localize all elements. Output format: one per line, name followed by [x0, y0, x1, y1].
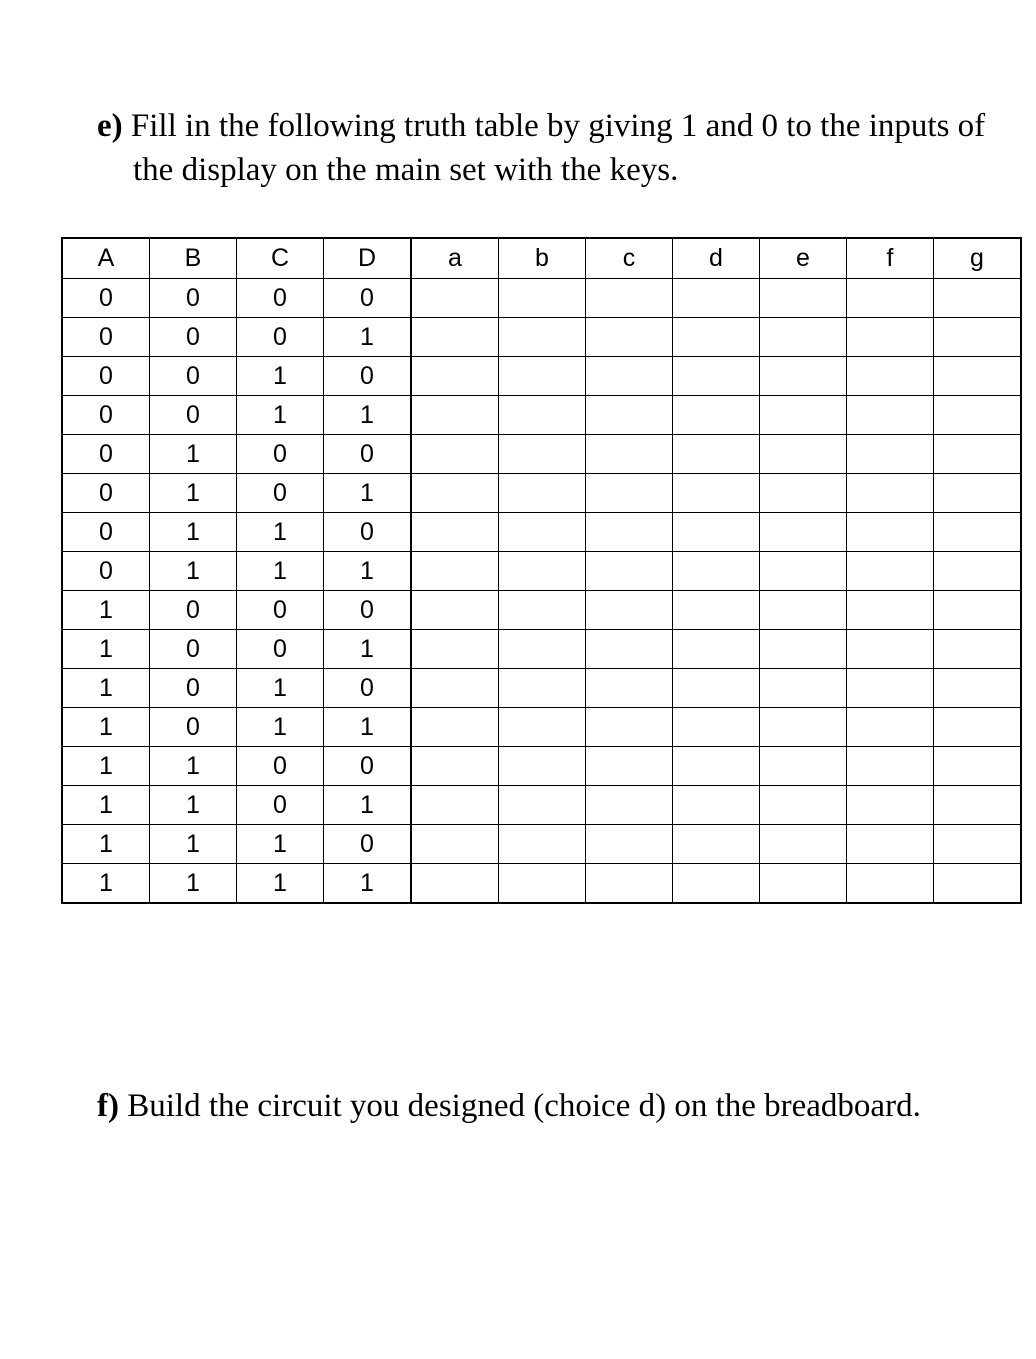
input-cell: 1	[324, 786, 412, 825]
input-cell: 0	[237, 474, 324, 513]
output-cell-c[interactable]	[586, 279, 673, 318]
input-cell: 0	[324, 747, 412, 786]
input-cell: 1	[150, 825, 237, 864]
output-cell-e[interactable]	[760, 435, 847, 474]
output-cell-a[interactable]	[411, 669, 499, 708]
input-cell: 1	[324, 630, 412, 669]
table-row	[62, 708, 1021, 747]
input-cell: 0	[324, 513, 412, 552]
output-cell-c[interactable]	[586, 474, 673, 513]
output-cell-f[interactable]	[847, 279, 934, 318]
input-cell: 0	[324, 357, 412, 396]
output-cell-g[interactable]	[934, 669, 1022, 708]
output-cell-g[interactable]	[934, 318, 1022, 357]
question-e-text: Fill in the following truth table by giving 1 and 0 to the inputs of the display on the main set with the keys.	[130, 108, 986, 188]
output-cell-a[interactable]	[411, 357, 499, 396]
output-cell-c[interactable]	[586, 591, 673, 630]
input-cell: 1	[150, 474, 237, 513]
input-cell: 1	[237, 864, 324, 904]
output-cell-b[interactable]	[499, 318, 586, 357]
output-cell-d[interactable]	[673, 708, 760, 747]
output-cell-e[interactable]	[760, 864, 847, 904]
output-cell-a[interactable]	[411, 279, 499, 318]
input-cell: 1	[150, 786, 237, 825]
output-cell-g[interactable]	[934, 513, 1022, 552]
input-cell: 0	[324, 825, 412, 864]
input-cell: 0	[62, 396, 150, 435]
input-cell: 1	[324, 396, 412, 435]
input-cell: 1	[237, 357, 324, 396]
output-cell-g[interactable]	[934, 591, 1022, 630]
output-cell-d[interactable]	[673, 591, 760, 630]
output-cell-g[interactable]	[934, 396, 1022, 435]
output-cell-f[interactable]	[847, 513, 934, 552]
output-cell-b[interactable]	[499, 786, 586, 825]
input-cell: 1	[62, 630, 150, 669]
input-cell: 0	[150, 669, 237, 708]
output-cell-e[interactable]	[760, 279, 847, 318]
output-cell-d[interactable]	[673, 825, 760, 864]
input-cell: 1	[237, 708, 324, 747]
output-cell-d[interactable]	[673, 864, 760, 904]
output-cell-b[interactable]	[499, 669, 586, 708]
output-cell-f[interactable]	[847, 396, 934, 435]
header-output-b: b	[499, 238, 586, 279]
output-cell-f[interactable]	[847, 318, 934, 357]
input-cell: 1	[237, 825, 324, 864]
output-cell-g[interactable]	[934, 552, 1022, 591]
input-cell: 1	[150, 864, 237, 904]
header-input-b: B	[150, 238, 237, 279]
question-f-text: Build the circuit you designed (choice d) on the breadboard.	[127, 1088, 921, 1124]
input-cell: 0	[324, 435, 412, 474]
output-cell-e[interactable]	[760, 513, 847, 552]
output-cell-d[interactable]	[673, 786, 760, 825]
output-cell-c[interactable]	[586, 396, 673, 435]
input-cell: 1	[324, 552, 412, 591]
input-cell: 0	[150, 396, 237, 435]
output-cell-f[interactable]	[847, 864, 934, 904]
header-output-f: f	[847, 238, 934, 279]
table-row	[62, 357, 1021, 396]
input-cell: 1	[62, 591, 150, 630]
output-cell-f[interactable]	[847, 591, 934, 630]
input-cell: 0	[324, 669, 412, 708]
input-cell: 0	[62, 474, 150, 513]
output-cell-d[interactable]	[673, 474, 760, 513]
input-cell: 1	[237, 513, 324, 552]
input-cell: 1	[324, 474, 412, 513]
output-cell-d[interactable]	[673, 357, 760, 396]
question-e-label: e)	[97, 108, 123, 144]
header-output-d: d	[673, 238, 760, 279]
table-row	[62, 591, 1021, 630]
output-cell-b[interactable]	[499, 630, 586, 669]
output-cell-c[interactable]	[586, 552, 673, 591]
input-cell: 0	[237, 279, 324, 318]
output-cell-d[interactable]	[673, 435, 760, 474]
table-row	[62, 864, 1021, 904]
output-cell-a[interactable]	[411, 318, 499, 357]
output-cell-a[interactable]	[411, 825, 499, 864]
output-cell-e[interactable]	[760, 357, 847, 396]
input-cell: 0	[237, 591, 324, 630]
output-cell-c[interactable]	[586, 747, 673, 786]
output-cell-b[interactable]	[499, 513, 586, 552]
output-cell-a[interactable]	[411, 864, 499, 904]
header-output-c: c	[586, 238, 673, 279]
input-cell: 1	[324, 708, 412, 747]
output-cell-b[interactable]	[499, 357, 586, 396]
output-cell-a[interactable]	[411, 513, 499, 552]
input-cell: 1	[237, 669, 324, 708]
input-cell: 0	[62, 357, 150, 396]
output-cell-g[interactable]	[934, 630, 1022, 669]
output-cell-d[interactable]	[673, 552, 760, 591]
input-cell: 1	[237, 552, 324, 591]
input-cell: 0	[237, 318, 324, 357]
input-cell: 0	[237, 630, 324, 669]
output-cell-f[interactable]	[847, 435, 934, 474]
header-input-d: D	[324, 238, 412, 279]
output-cell-e[interactable]	[760, 825, 847, 864]
output-cell-e[interactable]	[760, 669, 847, 708]
output-cell-f[interactable]	[847, 708, 934, 747]
header-input-c: C	[237, 238, 324, 279]
input-cell: 0	[237, 786, 324, 825]
input-cell: 1	[150, 552, 237, 591]
output-cell-d[interactable]	[673, 630, 760, 669]
table-row	[62, 786, 1021, 825]
input-cell: 0	[150, 708, 237, 747]
output-cell-f[interactable]	[847, 669, 934, 708]
table-row	[62, 513, 1021, 552]
table-row	[62, 279, 1021, 318]
output-cell-e[interactable]	[760, 630, 847, 669]
output-cell-b[interactable]	[499, 396, 586, 435]
output-cell-d[interactable]	[673, 747, 760, 786]
output-cell-d[interactable]	[673, 513, 760, 552]
output-cell-e[interactable]	[760, 552, 847, 591]
input-cell: 0	[324, 279, 412, 318]
input-cell: 1	[237, 396, 324, 435]
output-cell-g[interactable]	[934, 864, 1022, 904]
input-cell: 0	[150, 630, 237, 669]
question-e	[97, 104, 1017, 192]
output-cell-c[interactable]	[586, 318, 673, 357]
header-output-e: e	[760, 238, 847, 279]
output-cell-c[interactable]	[586, 669, 673, 708]
output-cell-a[interactable]	[411, 474, 499, 513]
output-cell-a[interactable]	[411, 747, 499, 786]
input-cell: 1	[150, 513, 237, 552]
input-cell: 1	[62, 864, 150, 904]
output-cell-f[interactable]	[847, 357, 934, 396]
output-cell-e[interactable]	[760, 786, 847, 825]
output-cell-c[interactable]	[586, 708, 673, 747]
output-cell-d[interactable]	[673, 396, 760, 435]
output-cell-f[interactable]	[847, 747, 934, 786]
output-cell-c[interactable]	[586, 864, 673, 904]
input-cell: 0	[150, 279, 237, 318]
table-row	[62, 747, 1021, 786]
output-cell-c[interactable]	[586, 786, 673, 825]
output-cell-d[interactable]	[673, 279, 760, 318]
output-cell-b[interactable]	[499, 708, 586, 747]
output-cell-b[interactable]	[499, 825, 586, 864]
input-cell: 0	[62, 513, 150, 552]
table-row	[62, 552, 1021, 591]
truth-table	[61, 237, 1022, 904]
output-cell-b[interactable]	[499, 747, 586, 786]
input-cell: 0	[62, 552, 150, 591]
input-cell: 0	[62, 435, 150, 474]
input-cell: 0	[237, 435, 324, 474]
input-cell: 1	[324, 864, 412, 904]
output-cell-a[interactable]	[411, 708, 499, 747]
input-cell: 1	[62, 669, 150, 708]
output-cell-g[interactable]	[934, 435, 1022, 474]
output-cell-e[interactable]	[760, 591, 847, 630]
header-output-g: g	[934, 238, 1022, 279]
input-cell: 1	[62, 747, 150, 786]
input-cell: 1	[324, 318, 412, 357]
output-cell-g[interactable]	[934, 357, 1022, 396]
output-cell-e[interactable]	[760, 396, 847, 435]
output-cell-g[interactable]	[934, 474, 1022, 513]
output-cell-a[interactable]	[411, 591, 499, 630]
output-cell-f[interactable]	[847, 786, 934, 825]
output-cell-a[interactable]	[411, 552, 499, 591]
table-row	[62, 474, 1021, 513]
output-cell-g[interactable]	[934, 786, 1022, 825]
output-cell-c[interactable]	[586, 825, 673, 864]
output-cell-a[interactable]	[411, 435, 499, 474]
output-cell-c[interactable]	[586, 630, 673, 669]
input-cell: 1	[62, 825, 150, 864]
question-f	[97, 1084, 1017, 1128]
input-cell: 1	[62, 786, 150, 825]
output-cell-g[interactable]	[934, 747, 1022, 786]
input-cell: 0	[324, 591, 412, 630]
input-cell: 0	[150, 591, 237, 630]
output-cell-f[interactable]	[847, 630, 934, 669]
output-cell-e[interactable]	[760, 708, 847, 747]
table-row	[62, 318, 1021, 357]
output-cell-b[interactable]	[499, 435, 586, 474]
output-cell-g[interactable]	[934, 279, 1022, 318]
output-cell-e[interactable]	[760, 474, 847, 513]
output-cell-a[interactable]	[411, 396, 499, 435]
input-cell: 0	[62, 279, 150, 318]
table-row	[62, 669, 1021, 708]
output-cell-f[interactable]	[847, 474, 934, 513]
output-cell-b[interactable]	[499, 279, 586, 318]
output-cell-g[interactable]	[934, 708, 1022, 747]
output-cell-e[interactable]	[760, 747, 847, 786]
output-cell-f[interactable]	[847, 552, 934, 591]
header-output-a: a	[411, 238, 499, 279]
output-cell-b[interactable]	[499, 474, 586, 513]
output-cell-f[interactable]	[847, 825, 934, 864]
output-cell-c[interactable]	[586, 435, 673, 474]
output-cell-b[interactable]	[499, 591, 586, 630]
table-header-row	[62, 238, 1021, 279]
table-row	[62, 825, 1021, 864]
table-row	[62, 396, 1021, 435]
output-cell-a[interactable]	[411, 630, 499, 669]
output-cell-a[interactable]	[411, 786, 499, 825]
input-cell: 0	[150, 318, 237, 357]
input-cell: 0	[237, 747, 324, 786]
output-cell-c[interactable]	[586, 357, 673, 396]
output-cell-c[interactable]	[586, 513, 673, 552]
question-f-label: f)	[97, 1088, 119, 1124]
output-cell-e[interactable]	[760, 318, 847, 357]
output-cell-b[interactable]	[499, 864, 586, 904]
output-cell-b[interactable]	[499, 552, 586, 591]
input-cell: 1	[62, 708, 150, 747]
header-input-a: A	[62, 238, 150, 279]
output-cell-d[interactable]	[673, 669, 760, 708]
table-body	[62, 279, 1021, 904]
input-cell: 0	[62, 318, 150, 357]
input-cell: 0	[150, 357, 237, 396]
output-cell-g[interactable]	[934, 825, 1022, 864]
table-row	[62, 435, 1021, 474]
input-cell: 1	[150, 747, 237, 786]
table-row	[62, 630, 1021, 669]
input-cell: 1	[150, 435, 237, 474]
output-cell-d[interactable]	[673, 318, 760, 357]
